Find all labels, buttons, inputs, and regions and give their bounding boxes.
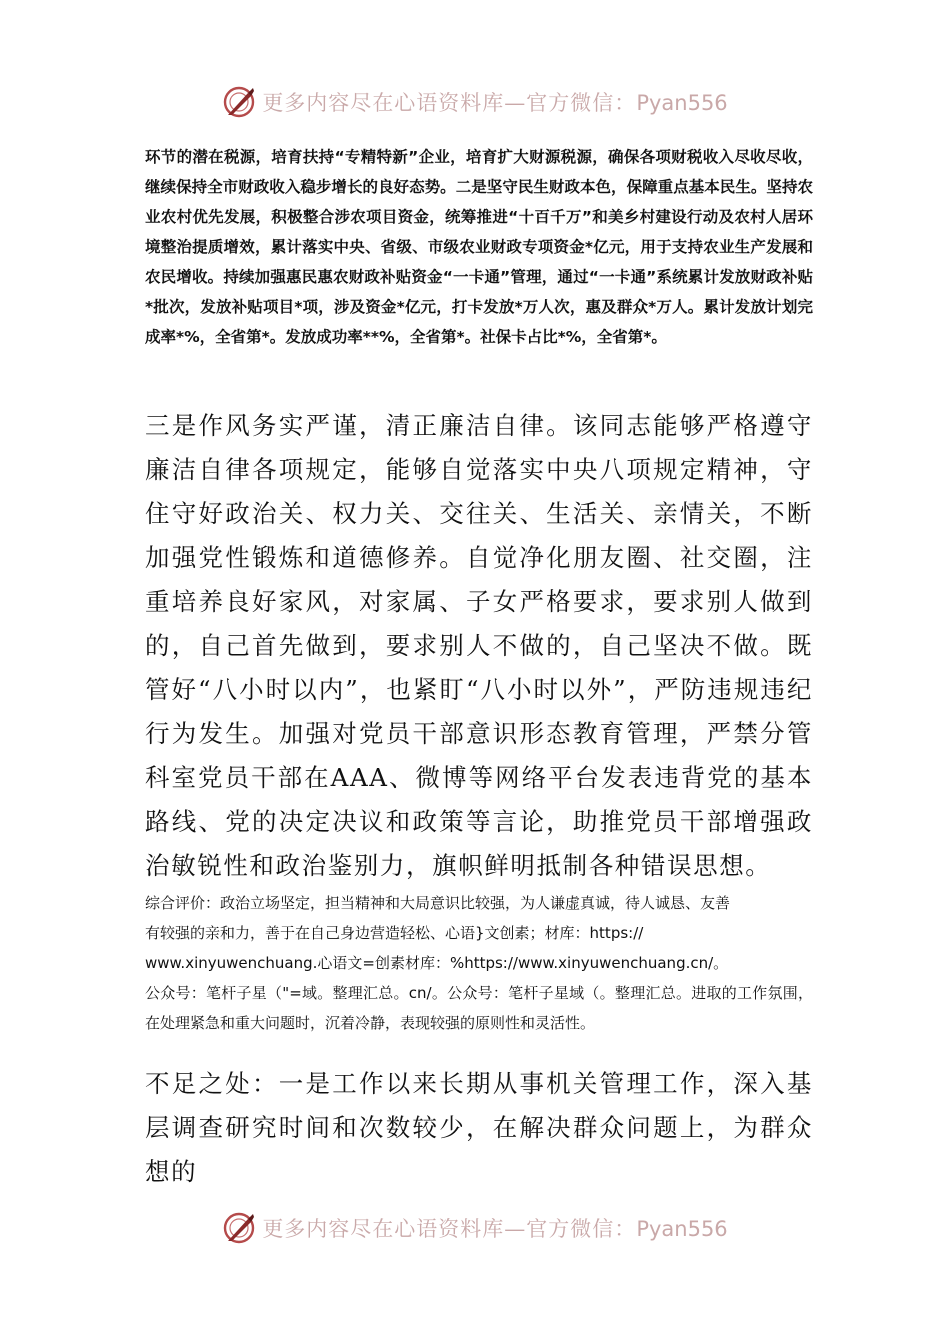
quill-logo-icon <box>222 1211 256 1245</box>
quill-logo-icon <box>222 85 256 119</box>
body-block-4 <box>145 1062 813 1194</box>
body-block-3 <box>145 888 813 1038</box>
header-watermark-banner <box>0 82 950 122</box>
footer-watermark-banner <box>0 1208 950 1248</box>
paragraph-integrity: 三是作风务实严谨，清正廉洁自律。该同志能够严格遵守廉洁自律各项规定，能够自觉落实中央八项规定精神，守住守好政治关、权力关、交往关、生活关、亲情关，不断加强党性锻炼和道德修养。自觉净化朋友圈、社交圈，注重培养良好家风，对家属、子女严格要求，要求别人做到的，自己首先做到，要求别人不做的，自己坚决不做。既管好“八小时以内”，也紧盯“八小时以外”，严防违规违纪行为发生。加强对党员干部意识形态教育管理，严禁分管科室党员干部在AAA、微博等网络平台发表违背党的基本路线、党的决定决议和政策等言论，助推党员干部增强政治敏锐性和政治鉴别力，旗帜鲜明抵制各种错误思想。 <box>145 411 813 880</box>
paragraph-finance: 环节的潜在税源，培育扶持“专精特新”企业，培育扩大财源税源，确保各项财税收入尽收尽收，继续保持全市财政收入稳步增长的良好态势。二是坚守民生财政本色，保障重点基本民生。坚持农业农村优先发展，积极整合涉农项目资金，统筹推进“十百千万”和美乡村建设行动及农村人居环境整治提质增效，累计落实中央、省级、市级农业财政专项资金*亿元，用于支持农业生产发展和农民增收。持续加强惠民惠农财政补贴资金“一卡通”管理，通过“一卡通”系统累计发放财政补贴*批次，发放补贴项目*项，涉及资金*亿元，打卡发放*万人次，惠及群众*万人。累计发放计划完成率*%，全省第*。发放成功率**%，全省第*。社保卡占比*%，全省第*。 <box>145 148 813 346</box>
body-block-2 <box>145 404 813 888</box>
banner-text: 更多内容尽在心语资料库—官方微信：Pyan556 <box>262 1217 728 1241</box>
body-block-1 <box>145 142 813 352</box>
paragraph-evaluation-line-1: 综合评价：政治立场坚定，担当精神和大局意识比较强，为人谦虚真诚，待人诚恳、友善 <box>145 894 731 912</box>
paragraph-evaluation-line-3: www.xinyuwenchuang.心语文=创素材库：%https://www.xinyuwenchuang.cn/。 <box>145 954 729 972</box>
paragraph-evaluation-line-2: 有较强的亲和力，善于在自己身边营造轻松、心语}文创素；材库：https:// <box>145 924 644 942</box>
banner-text: 更多内容尽在心语资料库—官方微信：Pyan556 <box>262 91 728 115</box>
paragraph-shortcomings: 不足之处：一是工作以来长期从事机关管理工作，深入基层调查研究时间和次数较少，在解决群众问题上，为群众想的 <box>145 1069 813 1186</box>
paragraph-evaluation-line-4: 公众号：笔杆子星（"=域。整理汇总。cn/。公众号：笔杆子星域（。整理汇总。进取的工作氛围，在处理紧急和重大问题时，沉着冷静，表现较强的原则性和灵活性。 <box>145 984 813 1032</box>
